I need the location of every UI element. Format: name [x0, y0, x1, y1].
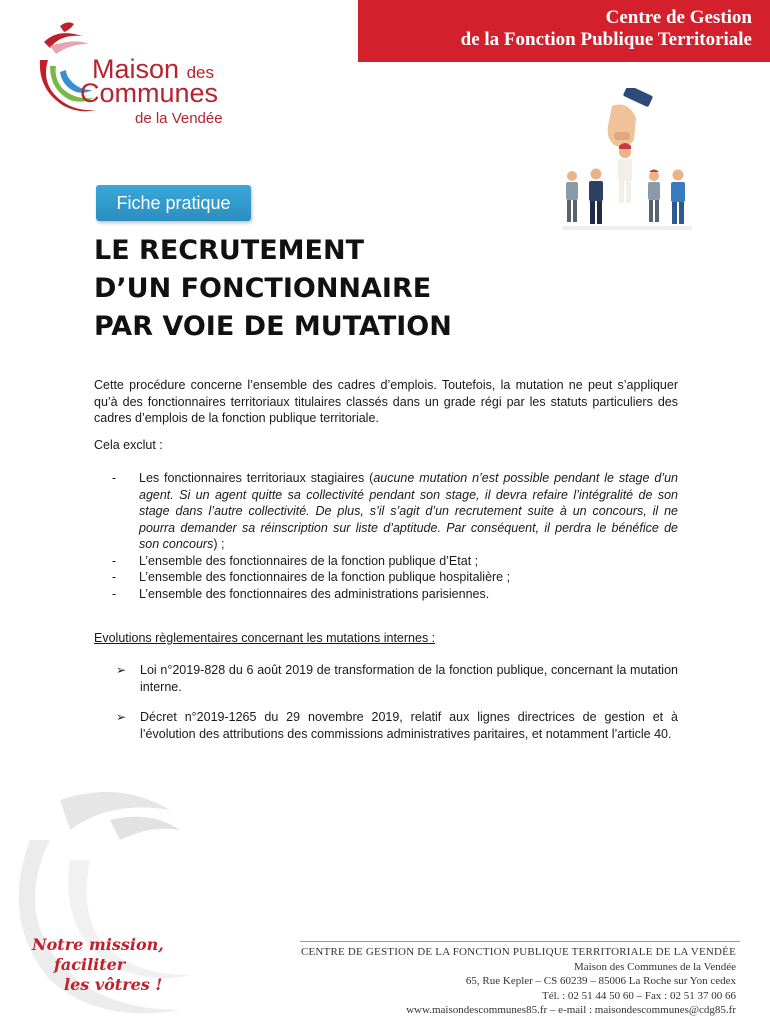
list-item	[112, 470, 678, 553]
selected-person-icon	[618, 143, 632, 203]
footer-org-name: CENTRE DE GESTION DE LA FONCTION PUBLIQUE TERRITORIALE DE LA VENDÉE	[300, 946, 736, 958]
motto-line-2: faciliter	[54, 955, 126, 974]
header-line-2: de la Fonction Publique Territoriale	[460, 29, 752, 50]
hand-icon	[608, 88, 654, 147]
list-item	[112, 569, 678, 586]
exclusion-list	[112, 470, 678, 602]
motto-line-1: Notre mission,	[32, 935, 164, 954]
arrow-bullet-icon: ➢	[116, 710, 127, 724]
evolutions-heading: Evolutions règlementaires concernant les mutations internes :	[94, 631, 436, 645]
footer-address: 65, Rue Kepler – CS 60239 – 85006 La Roche sur Yon cedex	[465, 975, 736, 987]
person-icon-4	[671, 170, 685, 225]
item-text: Loi n°2019-828 du 6 août 2019 de transformation de la fonction publique, concernant la mutation interne.	[140, 663, 678, 694]
person-icon-3	[648, 170, 660, 223]
exclusion-heading: Cela exclut :	[94, 438, 163, 452]
footer-address-block	[256, 945, 736, 1018]
ground-shadow	[562, 226, 692, 230]
document-title	[94, 232, 654, 346]
footer-divider	[300, 941, 740, 942]
item-text: L’ensemble des fonctionnaires de la fonction publique hospitalière ;	[139, 570, 511, 584]
logo-line-2: Communes	[80, 78, 219, 108]
evolutions-list	[116, 662, 678, 756]
motto-line-3: les vôtres !	[64, 975, 163, 994]
title-line-3: PAR VOIE DE MUTATION	[94, 311, 452, 342]
person-icon-2	[589, 169, 603, 225]
header-banner	[358, 0, 770, 62]
list-item	[116, 662, 678, 695]
dash-bullet: -	[112, 471, 117, 485]
fiche-pratique-badge: Fiche pratique	[96, 185, 251, 221]
footer-building: Maison des Communes de la Vendée	[573, 960, 736, 973]
item-suffix: ) ;	[213, 537, 225, 551]
arrow-bullet-icon: ➢	[116, 663, 127, 677]
dash-bullet: -	[112, 586, 117, 601]
list-item	[116, 709, 678, 742]
recruitment-hand-illustration	[552, 88, 702, 233]
list-item	[112, 553, 678, 570]
logo-line-3: de la Vendée	[135, 110, 223, 127]
item-text: L’ensemble des fonctionnaires des administrations parisiennes.	[139, 586, 490, 601]
intro-paragraph: Cette procédure concerne l’ensemble des cadres d’emplois. Toutefois, la mutation ne peut s’appliquer qu’à des fonctionnaires territoriaux titulaires classés dans un grade régi par les statuts particuliers des cadres d’emplois de la fonction publique territoriale.	[94, 378, 678, 425]
list-item	[112, 586, 678, 603]
footer-web-email: www.maisondescommunes85.fr – e-mail : maisondescommunes@cdg85.fr	[406, 1004, 736, 1016]
motto	[32, 935, 164, 995]
item-text: Les fonctionnaires territoriaux stagiaires (	[139, 471, 374, 485]
person-icon-1	[566, 171, 578, 222]
footer-phone-fax: Tél. : 02 51 44 50 60 – Fax : 02 51 37 00 66	[541, 989, 736, 1002]
item-text: Décret n°2019-1265 du 29 novembre 2019, relatif aux lignes directrices de gestion et à l’évolution des attributions des commissions administratives paritaires, et notamment l’article 40.	[140, 710, 678, 741]
item-text: L’ensemble des fonctionnaires de la fonction publique d’Etat ;	[139, 553, 479, 568]
title-line-2: D’UN FONCTIONNAIRE	[94, 273, 432, 304]
dash-bullet: -	[112, 570, 117, 584]
logo-word-des: des	[186, 63, 214, 82]
maison-des-communes-logo	[30, 20, 260, 130]
title-line-1: LE RECRUTEMENT	[94, 235, 364, 266]
item-italic-note: aucune mutation n’est possible pendant le stage d’un agent. Si un agent quitte sa collectivité pendant son stage, il devra refaire l’intégralité de son stage dans l’autre collectivité. De plus, s’il s’agit d’un recrutement suite à un concours, il ne pourra demander sa réinscription sur liste d’aptitude. Par conséquent, il perdra le bénéfice de son concours	[139, 471, 678, 551]
dash-bullet: -	[112, 553, 117, 568]
logo-word-maison: Maison	[92, 54, 180, 84]
header-line-1: Centre de Gestion	[605, 7, 752, 28]
